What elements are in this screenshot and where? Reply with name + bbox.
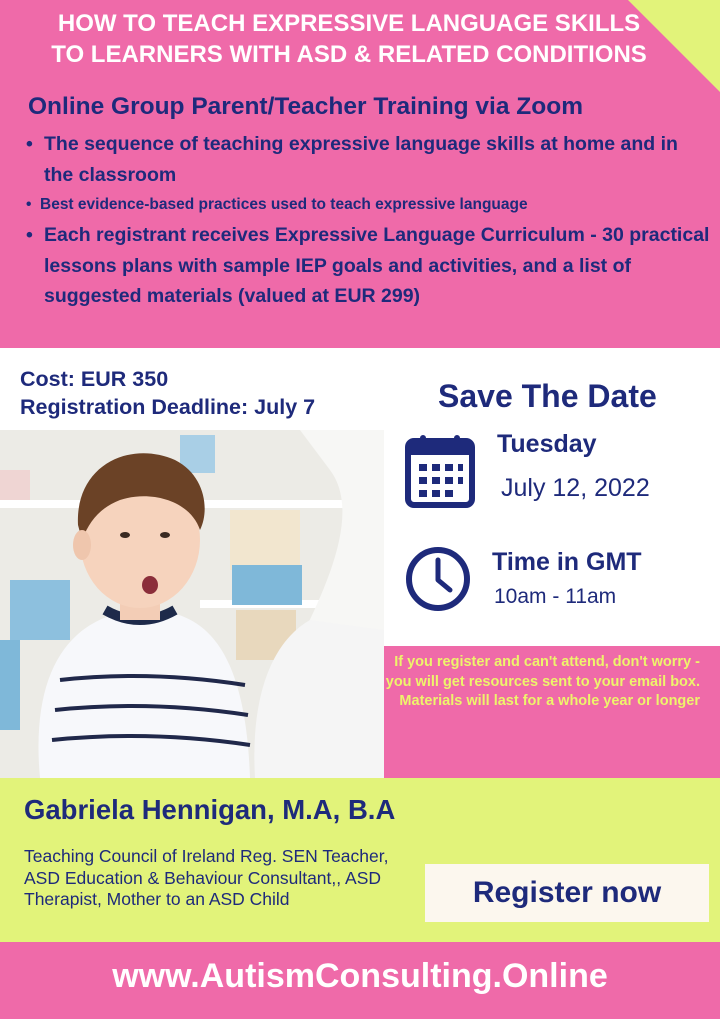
child-photo bbox=[0, 430, 384, 778]
title-line-2: TO LEARNERS WITH ASD & RELATED CONDITIONS bbox=[51, 41, 647, 68]
time-label: Time in GMT bbox=[492, 548, 642, 576]
event-day: Tuesday bbox=[497, 430, 597, 458]
cost-text: Cost: EUR 350 bbox=[20, 367, 169, 391]
subtitle: Online Group Parent/Teacher Training via Zoom bbox=[28, 93, 583, 120]
event-date: July 12, 2022 bbox=[501, 474, 650, 502]
clock-icon bbox=[404, 545, 472, 613]
calendar-icon bbox=[404, 433, 476, 509]
cost-info bbox=[20, 365, 315, 421]
footer-banner bbox=[0, 942, 720, 1019]
header-banner bbox=[0, 0, 720, 348]
feature-item: • Each registrant receives Expressive Language Curriculum - 30 practical lessons plans with sample IEP goals and activities, and a list of suggested materials (valued at EUR 299) bbox=[22, 220, 712, 312]
register-now-button[interactable]: Register now bbox=[425, 864, 709, 922]
time-value: 10am - 11am bbox=[494, 585, 617, 608]
save-the-date-heading: Save The Date bbox=[438, 378, 657, 414]
presenter-name: Gabriela Hennigan, M.A, B.A bbox=[24, 794, 396, 825]
title-line-1: HOW TO TEACH EXPRESSIVE LANGUAGE SKILLS bbox=[57, 10, 641, 37]
feature-item: • The sequence of teaching expressive language skills at home and in the classroom bbox=[22, 129, 712, 190]
deadline-text: Registration Deadline: July 7 bbox=[20, 395, 316, 419]
flyer-title bbox=[14, 8, 684, 70]
notice-text: If you register and can't attend, don't worry - you will get resources sent to your email box. Materials will last for a whole year or longer bbox=[385, 654, 700, 709]
child-photo-illustration bbox=[0, 430, 384, 778]
notice-box bbox=[384, 646, 720, 778]
presenter-credentials: Teaching Council of Ireland Reg. SEN Teacher, ASD Education & Behaviour Consultant,, ASD Therapist, Mother to an ASD Child bbox=[24, 846, 389, 909]
feature-item: • Best evidence-based practices used to teach expressive language bbox=[22, 190, 712, 220]
feature-list bbox=[22, 129, 712, 312]
website-link[interactable]: www.AutismConsulting.Online bbox=[112, 957, 608, 995]
